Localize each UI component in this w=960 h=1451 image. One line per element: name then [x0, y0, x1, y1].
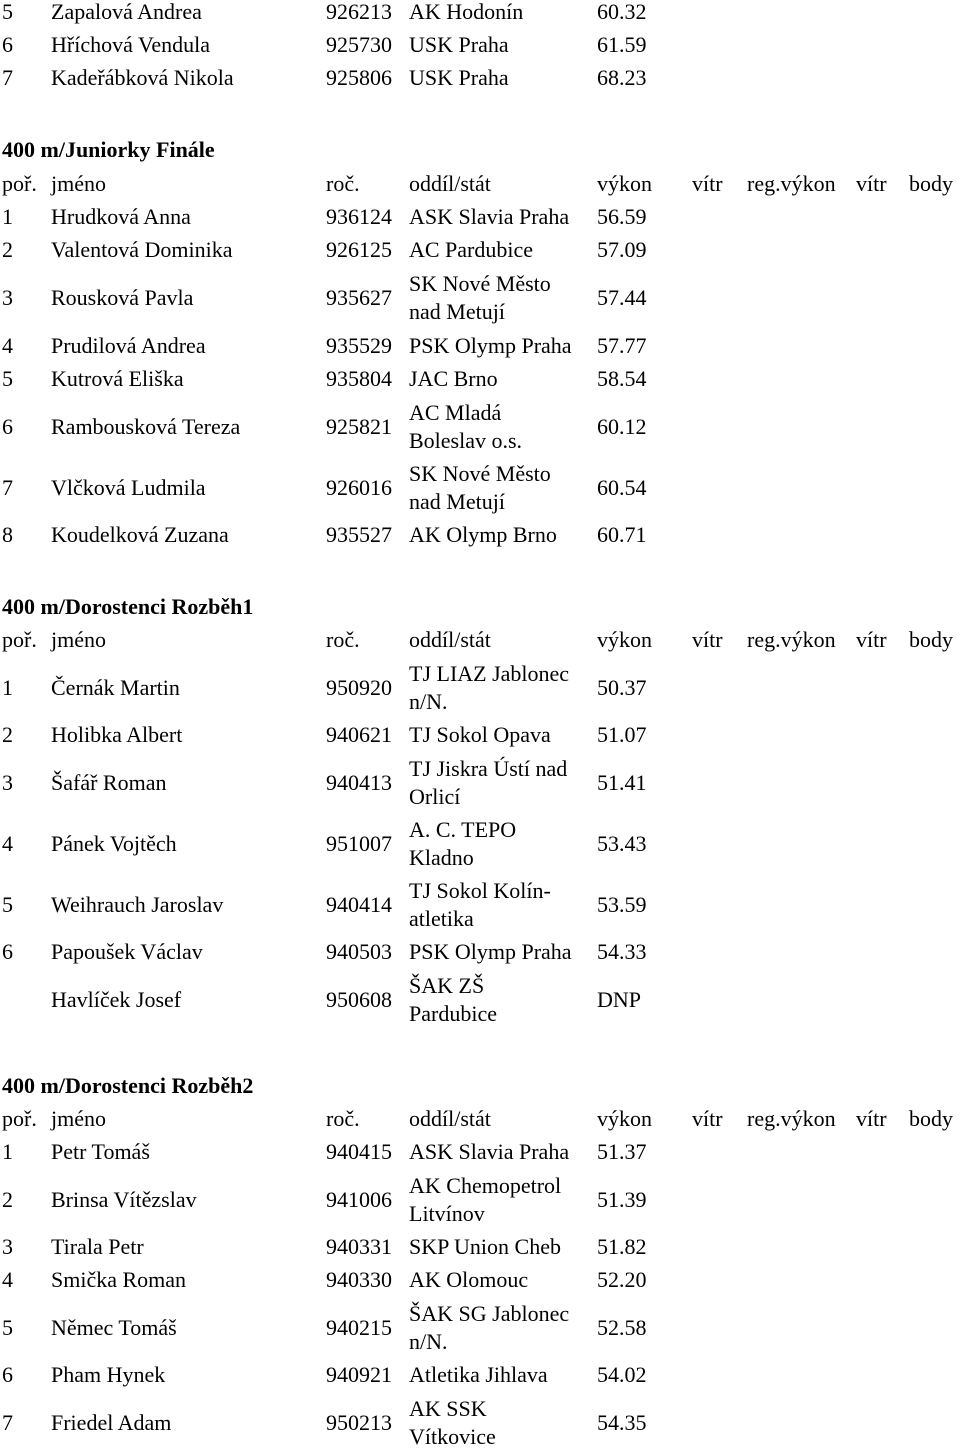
athlete-name: Rousková Pavla — [51, 285, 194, 310]
performance: 54.02 — [597, 1362, 647, 1387]
rank: 5 — [2, 892, 13, 917]
club-line-1: AK Chemopetrol — [409, 1173, 562, 1198]
birth-code: 940413 — [326, 770, 392, 795]
rank: 6 — [2, 414, 13, 439]
rank: 6 — [2, 32, 13, 57]
club-line-2: Pardubice — [409, 1001, 497, 1026]
table-row — [0, 64, 960, 92]
rank: 4 — [2, 333, 13, 358]
column-header-pts: body — [909, 627, 953, 652]
performance: DNP — [597, 987, 642, 1012]
rank: 3 — [2, 1234, 13, 1259]
column-header-wind2: vítr — [856, 171, 887, 196]
table-row — [0, 332, 960, 360]
column-header-year: roč. — [326, 627, 360, 652]
table-row — [0, 461, 960, 514]
athlete-name: Němec Tomáš — [51, 1315, 177, 1340]
club: AK Olymp Brno — [409, 522, 557, 547]
column-header-wind2: vítr — [856, 627, 887, 652]
column-header-rank: poř. — [2, 627, 37, 652]
club: JAC Brno — [409, 366, 498, 391]
rank: 7 — [2, 475, 13, 500]
table-row — [0, 31, 960, 59]
table-row — [0, 1361, 960, 1389]
performance: 51.37 — [597, 1139, 647, 1164]
performance: 56.59 — [597, 204, 647, 229]
birth-code: 940921 — [326, 1362, 392, 1387]
club-line-1: TJ Sokol Kolín- — [409, 878, 551, 903]
club: USK Praha — [409, 32, 509, 57]
table-row — [0, 1138, 960, 1166]
birth-code: 925821 — [326, 414, 392, 439]
section-title-text: 400 m/Dorostenci Rozběh2 — [2, 1073, 254, 1098]
club-line-1: TJ LIAZ Jablonec — [409, 661, 570, 686]
rank: 4 — [2, 831, 13, 856]
rank: 3 — [2, 770, 13, 795]
athlete-name: Friedel Adam — [51, 1410, 172, 1435]
performance: 52.58 — [597, 1315, 647, 1340]
table-row — [0, 817, 960, 870]
table-row — [0, 400, 960, 453]
column-header-club: oddíl/stát — [409, 171, 491, 196]
rank: 8 — [2, 522, 13, 547]
birth-code: 936124 — [326, 204, 392, 229]
athlete-name: Vlčková Ludmila — [51, 475, 206, 500]
club-line-1: AC Mladá — [409, 400, 502, 425]
column-header-name: jméno — [51, 1106, 106, 1131]
athlete-name: Weihrauch Jaroslav — [51, 892, 224, 917]
club: PSK Olymp Praha — [409, 939, 572, 964]
birth-code: 950920 — [326, 675, 392, 700]
club-line-1: SK Nové Město — [409, 461, 551, 486]
birth-code: 935529 — [326, 333, 392, 358]
table-row — [0, 1173, 960, 1226]
birth-code: 926016 — [326, 475, 392, 500]
rank: 1 — [2, 204, 13, 229]
performance: 60.71 — [597, 522, 647, 547]
column-header-name: jméno — [51, 171, 106, 196]
performance: 60.12 — [597, 414, 647, 439]
table-row — [0, 1301, 960, 1354]
athlete-name: Zapalová Andrea — [51, 0, 202, 24]
column-header-wind: vítr — [692, 171, 723, 196]
rank: 1 — [2, 1139, 13, 1164]
rank: 3 — [2, 285, 13, 310]
club-line-1: ŠAK ZŠ — [409, 973, 485, 998]
rank: 6 — [2, 939, 13, 964]
club: AK Hodonín — [409, 0, 524, 24]
table-row — [0, 721, 960, 749]
birth-code: 940215 — [326, 1315, 392, 1340]
rank: 7 — [2, 1410, 13, 1435]
club-line-2: n/N. — [409, 1329, 448, 1354]
club: ASK Slavia Praha — [409, 204, 570, 229]
club: USK Praha — [409, 65, 509, 90]
club: PSK Olymp Praha — [409, 333, 572, 358]
rank: 5 — [2, 0, 13, 24]
performance: 54.35 — [597, 1410, 647, 1435]
birth-code: 926213 — [326, 0, 392, 24]
table-row — [0, 1266, 960, 1294]
performance: 54.33 — [597, 939, 647, 964]
birth-code: 940414 — [326, 892, 392, 917]
birth-code: 951007 — [326, 831, 392, 856]
club-line-2: Boleslav o.s. — [409, 428, 523, 453]
athlete-name: Papoušek Václav — [51, 939, 203, 964]
performance: 61.59 — [597, 32, 647, 57]
birth-code: 925730 — [326, 32, 392, 57]
rank: 2 — [2, 722, 13, 747]
club-line-2: nad Metují — [409, 489, 505, 514]
club: AK Olomouc — [409, 1267, 529, 1292]
birth-code: 941006 — [326, 1187, 392, 1212]
club-line-1: SK Nové Město — [409, 271, 551, 296]
athlete-name: Brinsa Vítězslav — [51, 1187, 197, 1212]
athlete-name: Kadeřábková Nikola — [51, 65, 234, 90]
column-header-rank: poř. — [2, 171, 37, 196]
column-header-name: jméno — [51, 627, 106, 652]
birth-code: 925806 — [326, 65, 392, 90]
performance: 51.07 — [597, 722, 647, 747]
performance: 51.41 — [597, 770, 647, 795]
birth-code: 935804 — [326, 366, 392, 391]
table-row — [0, 0, 960, 26]
birth-code: 940330 — [326, 1267, 392, 1292]
column-header-wind: vítr — [692, 627, 723, 652]
column-header-pts: body — [909, 171, 953, 196]
performance: 60.54 — [597, 475, 647, 500]
birth-code: 940415 — [326, 1139, 392, 1164]
club-line-2: nad Metují — [409, 299, 505, 324]
performance: 57.09 — [597, 237, 647, 262]
club-line-1: AK SSK — [409, 1396, 487, 1421]
club-line-2: atletika — [409, 906, 474, 931]
club: SKP Union Cheb — [409, 1234, 561, 1259]
club: ASK Slavia Praha — [409, 1139, 570, 1164]
club-line-1: ŠAK SG Jablonec — [409, 1301, 570, 1326]
table-row — [0, 938, 960, 966]
table-row — [0, 661, 960, 714]
column-header-perf: výkon — [597, 1106, 652, 1131]
club: Atletika Jihlava — [409, 1362, 548, 1387]
performance: 51.82 — [597, 1234, 647, 1259]
birth-code: 935527 — [326, 522, 392, 547]
athlete-name: Koudelková Zuzana — [51, 522, 229, 547]
performance: 53.43 — [597, 831, 647, 856]
column-header-reg: reg.výkon — [747, 1106, 836, 1131]
table-row — [0, 973, 960, 1026]
athlete-name: Havlíček Josef — [51, 987, 182, 1012]
club-line-2: Kladno — [409, 845, 474, 870]
club-line-2: Vítkovice — [409, 1424, 496, 1449]
club-line-2: Orlicí — [409, 784, 461, 809]
rank: 6 — [2, 1362, 13, 1387]
athlete-name: Kutrová Eliška — [51, 366, 184, 391]
column-header-perf: výkon — [597, 171, 652, 196]
club-line-2: Litvínov — [409, 1201, 485, 1226]
performance: 53.59 — [597, 892, 647, 917]
birth-code: 940331 — [326, 1234, 392, 1259]
athlete-name: Černák Martin — [51, 675, 180, 700]
performance: 58.54 — [597, 366, 647, 391]
rank: 4 — [2, 1267, 13, 1292]
birth-code: 940621 — [326, 722, 392, 747]
athlete-name: Tirala Petr — [51, 1234, 144, 1259]
rank: 5 — [2, 366, 13, 391]
club: TJ Sokol Opava — [409, 722, 551, 747]
column-header-wind2: vítr — [856, 1106, 887, 1131]
column-header-reg: reg.výkon — [747, 627, 836, 652]
birth-code: 935627 — [326, 285, 392, 310]
table-row — [0, 236, 960, 264]
performance: 60.32 — [597, 0, 647, 24]
birth-code: 940503 — [326, 939, 392, 964]
rank: 7 — [2, 65, 13, 90]
rank: 2 — [2, 1187, 13, 1212]
table-row — [0, 1396, 960, 1449]
club-line-1: TJ Jiskra Ústí nad — [409, 756, 568, 781]
athlete-name: Šafář Roman — [51, 770, 167, 795]
column-header-club: oddíl/stát — [409, 627, 491, 652]
table-row — [0, 756, 960, 809]
rank: 2 — [2, 237, 13, 262]
athlete-name: Petr Tomáš — [51, 1139, 150, 1164]
birth-code: 926125 — [326, 237, 392, 262]
column-header-rank: poř. — [2, 1106, 37, 1131]
column-header-perf: výkon — [597, 627, 652, 652]
column-header-wind: vítr — [692, 1106, 723, 1131]
club: AC Pardubice — [409, 237, 534, 262]
athlete-name: Hříchová Vendula — [51, 32, 211, 57]
section-title-text: 400 m/Juniorky Finále — [2, 137, 215, 162]
athlete-name: Rambousková Tereza — [51, 414, 241, 439]
club-line-1: A. C. TEPO — [409, 817, 517, 842]
table-row — [0, 365, 960, 393]
athlete-name: Pham Hynek — [51, 1362, 166, 1387]
performance: 51.39 — [597, 1187, 647, 1212]
column-header-club: oddíl/stát — [409, 1106, 491, 1131]
performance: 68.23 — [597, 65, 647, 90]
athlete-name: Hrudková Anna — [51, 204, 191, 229]
table-row — [0, 878, 960, 931]
rank: 5 — [2, 1315, 13, 1340]
birth-code: 950608 — [326, 987, 392, 1012]
column-header-reg: reg.výkon — [747, 171, 836, 196]
performance: 50.37 — [597, 675, 647, 700]
birth-code: 950213 — [326, 1410, 392, 1435]
table-row — [0, 203, 960, 231]
athlete-name: Valentová Dominika — [51, 237, 233, 262]
table-row — [0, 271, 960, 324]
performance: 57.44 — [597, 285, 647, 310]
section-title-text: 400 m/Dorostenci Rozběh1 — [2, 594, 254, 619]
athlete-name: Pánek Vojtěch — [51, 831, 177, 856]
athlete-name: Prudilová Andrea — [51, 333, 206, 358]
rank: 1 — [2, 675, 13, 700]
performance: 57.77 — [597, 333, 647, 358]
table-row — [0, 521, 960, 549]
athlete-name: Smička Roman — [51, 1267, 187, 1292]
athlete-name: Holibka Albert — [51, 722, 183, 747]
performance: 52.20 — [597, 1267, 647, 1292]
table-row — [0, 1233, 960, 1261]
club-line-2: n/N. — [409, 689, 448, 714]
column-header-pts: body — [909, 1106, 953, 1131]
column-header-year: roč. — [326, 171, 360, 196]
column-header-year: roč. — [326, 1106, 360, 1131]
